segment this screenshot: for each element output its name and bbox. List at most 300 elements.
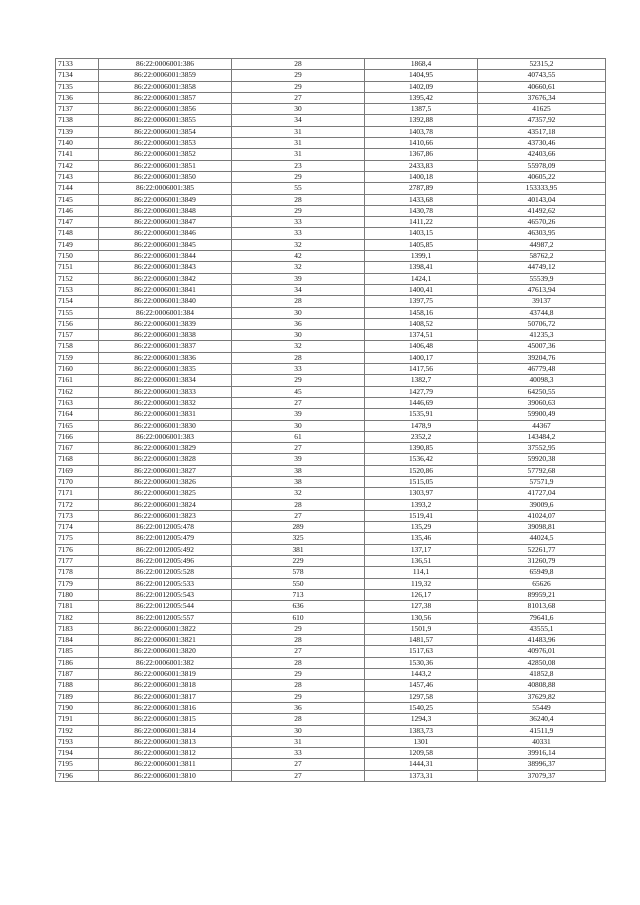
row-number-cell: 7160	[56, 364, 99, 375]
row-number-cell: 7148	[56, 228, 99, 239]
row-number-cell: 7183	[56, 623, 99, 634]
area-cell: 229	[232, 556, 365, 567]
area-cell: 34	[232, 115, 365, 126]
table-row	[56, 115, 606, 126]
area-cell: 42	[232, 251, 365, 262]
table-row	[56, 194, 606, 205]
cadastral-number-cell: 86:22:0006001:3850	[99, 171, 232, 182]
row-number-cell: 7156	[56, 318, 99, 329]
cadastral-value-cell: 46303,95	[478, 228, 606, 239]
unit-price-cell: 1373,31	[365, 770, 478, 781]
cadastral-number-cell: 86:22:0012005:544	[99, 601, 232, 612]
area-cell: 36	[232, 318, 365, 329]
area-cell: 578	[232, 567, 365, 578]
cadastral-number-cell: 86:22:0006001:3827	[99, 465, 232, 476]
cadastral-value-cell: 44987,2	[478, 239, 606, 250]
cadastral-number-cell: 86:22:0006001:3847	[99, 217, 232, 228]
cadastral-value-cell: 37552,95	[478, 443, 606, 454]
cadastral-value-cell: 58762,2	[478, 251, 606, 262]
area-cell: 610	[232, 612, 365, 623]
area-cell: 45	[232, 386, 365, 397]
area-cell: 28	[232, 296, 365, 307]
unit-price-cell: 2352,2	[365, 431, 478, 442]
row-number-cell: 7167	[56, 443, 99, 454]
unit-price-cell: 1540,25	[365, 702, 478, 713]
area-cell: 30	[232, 330, 365, 341]
row-number-cell: 7185	[56, 646, 99, 657]
table-row	[56, 544, 606, 555]
row-number-cell: 7149	[56, 239, 99, 250]
unit-price-cell: 1403,78	[365, 126, 478, 137]
area-cell: 325	[232, 533, 365, 544]
unit-price-cell: 1400,41	[365, 284, 478, 295]
cadastral-number-cell: 86:22:0006001:3854	[99, 126, 232, 137]
cadastral-value-cell: 31260,79	[478, 556, 606, 567]
cadastral-number-cell: 86:22:0006001:384	[99, 307, 232, 318]
cadastral-value-cell: 81013,68	[478, 601, 606, 612]
unit-price-cell: 1383,73	[365, 725, 478, 736]
cadastral-number-cell: 86:22:0006001:3828	[99, 454, 232, 465]
table-row	[56, 431, 606, 442]
row-number-cell: 7133	[56, 59, 99, 70]
table-row	[56, 217, 606, 228]
cadastral-value-cell: 40098,3	[478, 375, 606, 386]
row-number-cell: 7178	[56, 567, 99, 578]
unit-price-cell: 1395,42	[365, 92, 478, 103]
row-number-cell: 7146	[56, 205, 99, 216]
unit-price-cell: 1297,58	[365, 691, 478, 702]
cadastral-number-cell: 86:22:0006001:3856	[99, 104, 232, 115]
cadastral-number-cell: 86:22:0006001:3845	[99, 239, 232, 250]
area-cell: 28	[232, 59, 365, 70]
cadastral-value-cell: 44024,5	[478, 533, 606, 544]
unit-price-cell: 114,1	[365, 567, 478, 578]
unit-price-cell: 1520,86	[365, 465, 478, 476]
unit-price-cell: 1501,9	[365, 623, 478, 634]
row-number-cell: 7147	[56, 217, 99, 228]
area-cell: 27	[232, 397, 365, 408]
unit-price-cell: 1430,78	[365, 205, 478, 216]
unit-price-cell: 1374,51	[365, 330, 478, 341]
unit-price-cell: 1402,09	[365, 81, 478, 92]
cadastral-number-cell: 86:22:0006001:3853	[99, 138, 232, 149]
area-cell: 32	[232, 262, 365, 273]
unit-price-cell: 1209,58	[365, 748, 478, 759]
unit-price-cell: 1446,69	[365, 397, 478, 408]
unit-price-cell: 136,51	[365, 556, 478, 567]
table-row	[56, 318, 606, 329]
cadastral-value-cell: 37629,82	[478, 691, 606, 702]
row-number-cell: 7180	[56, 589, 99, 600]
cadastral-value-cell: 39098,81	[478, 522, 606, 533]
unit-price-cell: 135,29	[365, 522, 478, 533]
row-number-cell: 7192	[56, 725, 99, 736]
row-number-cell: 7163	[56, 397, 99, 408]
unit-price-cell: 1403,15	[365, 228, 478, 239]
cadastral-value-cell: 43555,1	[478, 623, 606, 634]
area-cell: 31	[232, 736, 365, 747]
table-row	[56, 92, 606, 103]
area-cell: 39	[232, 409, 365, 420]
row-number-cell: 7164	[56, 409, 99, 420]
area-cell: 38	[232, 476, 365, 487]
cadastral-number-cell: 86:22:0012005:528	[99, 567, 232, 578]
table-row	[56, 476, 606, 487]
table-row	[56, 657, 606, 668]
area-cell: 28	[232, 194, 365, 205]
unit-price-cell: 1868,4	[365, 59, 478, 70]
cadastral-number-cell: 86:22:0006001:3818	[99, 680, 232, 691]
area-cell: 28	[232, 499, 365, 510]
area-cell: 30	[232, 420, 365, 431]
row-number-cell: 7171	[56, 488, 99, 499]
cadastral-number-cell: 86:22:0006001:383	[99, 431, 232, 442]
unit-price-cell: 119,32	[365, 578, 478, 589]
cadastral-number-cell: 86:22:0006001:385	[99, 183, 232, 194]
area-cell: 550	[232, 578, 365, 589]
table-row	[56, 296, 606, 307]
table-row	[56, 691, 606, 702]
row-number-cell: 7181	[56, 601, 99, 612]
unit-price-cell: 137,17	[365, 544, 478, 555]
unit-price-cell: 1405,85	[365, 239, 478, 250]
row-number-cell: 7168	[56, 454, 99, 465]
area-cell: 32	[232, 341, 365, 352]
cadastral-number-cell: 86:22:0006001:3858	[99, 81, 232, 92]
table-row	[56, 364, 606, 375]
row-number-cell: 7142	[56, 160, 99, 171]
area-cell: 32	[232, 239, 365, 250]
table-row	[56, 623, 606, 634]
cadastral-number-cell: 86:22:0006001:3821	[99, 635, 232, 646]
cadastral-number-cell: 86:22:0006001:3855	[99, 115, 232, 126]
unit-price-cell: 126,17	[365, 589, 478, 600]
area-cell: 39	[232, 273, 365, 284]
cadastral-value-cell: 40808,88	[478, 680, 606, 691]
cadastral-value-cell: 39916,14	[478, 748, 606, 759]
area-cell: 36	[232, 702, 365, 713]
cadastral-value-cell: 41024,07	[478, 510, 606, 521]
cadastral-number-cell: 86:22:0006001:3834	[99, 375, 232, 386]
row-number-cell: 7177	[56, 556, 99, 567]
table-row	[56, 702, 606, 713]
row-number-cell: 7155	[56, 307, 99, 318]
cadastral-number-cell: 86:22:0012005:533	[99, 578, 232, 589]
row-number-cell: 7191	[56, 714, 99, 725]
unit-price-cell: 135,46	[365, 533, 478, 544]
row-number-cell: 7159	[56, 352, 99, 363]
area-cell: 33	[232, 748, 365, 759]
cadastral-value-cell: 40331	[478, 736, 606, 747]
cadastral-value-cell: 40976,01	[478, 646, 606, 657]
unit-price-cell: 1410,66	[365, 138, 478, 149]
table-row	[56, 284, 606, 295]
table-row	[56, 205, 606, 216]
area-cell: 55	[232, 183, 365, 194]
table-row	[56, 341, 606, 352]
unit-price-cell: 1294,3	[365, 714, 478, 725]
cadastral-value-table	[55, 58, 606, 782]
table-row	[56, 669, 606, 680]
unit-price-cell: 1301	[365, 736, 478, 747]
unit-price-cell: 1392,88	[365, 115, 478, 126]
cadastral-value-cell: 47357,92	[478, 115, 606, 126]
unit-price-cell: 1399,1	[365, 251, 478, 262]
unit-price-cell: 1393,2	[365, 499, 478, 510]
table-row	[56, 375, 606, 386]
table-row	[56, 759, 606, 770]
cadastral-number-cell: 86:22:0006001:3842	[99, 273, 232, 284]
row-number-cell: 7134	[56, 70, 99, 81]
cadastral-value-cell: 40605,22	[478, 171, 606, 182]
unit-price-cell: 2787,89	[365, 183, 478, 194]
cadastral-number-cell: 86:22:0006001:3816	[99, 702, 232, 713]
cadastral-number-cell: 86:22:0012005:479	[99, 533, 232, 544]
area-cell: 27	[232, 92, 365, 103]
cadastral-value-cell: 57571,9	[478, 476, 606, 487]
cadastral-value-cell: 55539,9	[478, 273, 606, 284]
area-cell: 289	[232, 522, 365, 533]
cadastral-value-cell: 52315,2	[478, 59, 606, 70]
unit-price-cell: 1406,48	[365, 341, 478, 352]
row-number-cell: 7174	[56, 522, 99, 533]
area-cell: 33	[232, 217, 365, 228]
cadastral-number-cell: 86:22:0006001:3848	[99, 205, 232, 216]
row-number-cell: 7193	[56, 736, 99, 747]
unit-price-cell: 1535,91	[365, 409, 478, 420]
table-row	[56, 59, 606, 70]
area-cell: 29	[232, 205, 365, 216]
cadastral-value-cell: 46570,26	[478, 217, 606, 228]
cadastral-number-cell: 86:22:0006001:3830	[99, 420, 232, 431]
cadastral-number-cell: 86:22:0006001:3829	[99, 443, 232, 454]
cadastral-value-cell: 79641,6	[478, 612, 606, 623]
area-cell: 27	[232, 646, 365, 657]
row-number-cell: 7162	[56, 386, 99, 397]
cadastral-number-cell: 86:22:0006001:3851	[99, 160, 232, 171]
cadastral-value-cell: 40143,04	[478, 194, 606, 205]
area-cell: 33	[232, 228, 365, 239]
table-row	[56, 70, 606, 81]
cadastral-number-cell: 86:22:0006001:3812	[99, 748, 232, 759]
cadastral-number-cell: 86:22:0006001:3825	[99, 488, 232, 499]
cadastral-number-cell: 86:22:0006001:3819	[99, 669, 232, 680]
area-cell: 27	[232, 443, 365, 454]
unit-price-cell: 1390,85	[365, 443, 478, 454]
table-row	[56, 465, 606, 476]
table-row	[56, 386, 606, 397]
document-page	[55, 58, 580, 782]
area-cell: 34	[232, 284, 365, 295]
row-number-cell: 7166	[56, 431, 99, 442]
area-cell: 27	[232, 759, 365, 770]
area-cell: 38	[232, 465, 365, 476]
area-cell: 30	[232, 104, 365, 115]
row-number-cell: 7173	[56, 510, 99, 521]
cadastral-value-cell: 64250,55	[478, 386, 606, 397]
table-row	[56, 601, 606, 612]
area-cell: 29	[232, 70, 365, 81]
row-number-cell: 7138	[56, 115, 99, 126]
cadastral-number-cell: 86:22:0006001:3824	[99, 499, 232, 510]
row-number-cell: 7175	[56, 533, 99, 544]
row-number-cell: 7136	[56, 92, 99, 103]
table-row	[56, 567, 606, 578]
cadastral-value-cell: 41625	[478, 104, 606, 115]
table-row	[56, 578, 606, 589]
cadastral-number-cell: 86:22:0006001:3843	[99, 262, 232, 273]
cadastral-number-cell: 86:22:0006001:3810	[99, 770, 232, 781]
cadastral-value-cell: 52261,77	[478, 544, 606, 555]
table-row	[56, 556, 606, 567]
cadastral-number-cell: 86:22:0006001:3859	[99, 70, 232, 81]
table-row	[56, 239, 606, 250]
cadastral-number-cell: 86:22:0006001:3817	[99, 691, 232, 702]
cadastral-value-cell: 59920,38	[478, 454, 606, 465]
cadastral-number-cell: 86:22:0006001:386	[99, 59, 232, 70]
cadastral-value-cell: 89959,21	[478, 589, 606, 600]
cadastral-value-cell: 44367	[478, 420, 606, 431]
area-cell: 31	[232, 126, 365, 137]
unit-price-cell: 1519,41	[365, 510, 478, 521]
cadastral-number-cell: 86:22:0006001:3822	[99, 623, 232, 634]
cadastral-value-cell: 40743,55	[478, 70, 606, 81]
cadastral-value-cell: 57792,68	[478, 465, 606, 476]
area-cell: 29	[232, 375, 365, 386]
unit-price-cell: 1443,2	[365, 669, 478, 680]
cadastral-value-cell: 153333,95	[478, 183, 606, 194]
row-number-cell: 7137	[56, 104, 99, 115]
cadastral-value-cell: 36240,4	[478, 714, 606, 725]
table-row	[56, 251, 606, 262]
cadastral-value-cell: 39009,6	[478, 499, 606, 510]
unit-price-cell: 1530,36	[365, 657, 478, 668]
unit-price-cell: 1397,75	[365, 296, 478, 307]
row-number-cell: 7182	[56, 612, 99, 623]
table-row	[56, 589, 606, 600]
area-cell: 33	[232, 364, 365, 375]
area-cell: 28	[232, 714, 365, 725]
area-cell: 30	[232, 307, 365, 318]
cadastral-number-cell: 86:22:0012005:557	[99, 612, 232, 623]
unit-price-cell: 1400,17	[365, 352, 478, 363]
area-cell: 28	[232, 635, 365, 646]
table-row	[56, 680, 606, 691]
unit-price-cell: 1398,41	[365, 262, 478, 273]
cadastral-number-cell: 86:22:0006001:3823	[99, 510, 232, 521]
cadastral-value-cell: 42850,08	[478, 657, 606, 668]
row-number-cell: 7144	[56, 183, 99, 194]
table-row	[56, 273, 606, 284]
table-row	[56, 160, 606, 171]
table-row	[56, 612, 606, 623]
cadastral-value-cell: 40660,61	[478, 81, 606, 92]
unit-price-cell: 1411,22	[365, 217, 478, 228]
cadastral-number-cell: 86:22:0012005:496	[99, 556, 232, 567]
cadastral-number-cell: 86:22:0012005:543	[99, 589, 232, 600]
area-cell: 28	[232, 680, 365, 691]
unit-price-cell: 127,38	[365, 601, 478, 612]
cadastral-value-cell: 47613,94	[478, 284, 606, 295]
cadastral-number-cell: 86:22:0006001:3839	[99, 318, 232, 329]
row-number-cell: 7194	[56, 748, 99, 759]
area-cell: 713	[232, 589, 365, 600]
cadastral-number-cell: 86:22:0006001:3813	[99, 736, 232, 747]
cadastral-value-cell: 41235,3	[478, 330, 606, 341]
cadastral-number-cell: 86:22:0006001:3832	[99, 397, 232, 408]
cadastral-value-cell: 37079,37	[478, 770, 606, 781]
cadastral-value-cell: 55978,09	[478, 160, 606, 171]
unit-price-cell: 1367,86	[365, 149, 478, 160]
area-cell: 27	[232, 510, 365, 521]
cadastral-value-cell: 43744,8	[478, 307, 606, 318]
cadastral-value-cell: 42403,66	[478, 149, 606, 160]
cadastral-number-cell: 86:22:0006001:3857	[99, 92, 232, 103]
unit-price-cell: 1427,79	[365, 386, 478, 397]
table-row	[56, 171, 606, 182]
table-row	[56, 138, 606, 149]
table-row	[56, 81, 606, 92]
table-row	[56, 499, 606, 510]
cadastral-number-cell: 86:22:0006001:3815	[99, 714, 232, 725]
cadastral-number-cell: 86:22:0006001:3831	[99, 409, 232, 420]
row-number-cell: 7154	[56, 296, 99, 307]
unit-price-cell: 1382,7	[365, 375, 478, 386]
cadastral-value-cell: 41852,8	[478, 669, 606, 680]
area-cell: 32	[232, 488, 365, 499]
cadastral-value-cell: 59900,49	[478, 409, 606, 420]
row-number-cell: 7151	[56, 262, 99, 273]
table-row	[56, 330, 606, 341]
row-number-cell: 7145	[56, 194, 99, 205]
cadastral-number-cell: 86:22:0006001:3826	[99, 476, 232, 487]
row-number-cell: 7158	[56, 341, 99, 352]
area-cell: 29	[232, 171, 365, 182]
unit-price-cell: 1408,52	[365, 318, 478, 329]
cadastral-number-cell: 86:22:0006001:3820	[99, 646, 232, 657]
row-number-cell: 7186	[56, 657, 99, 668]
unit-price-cell: 1387,5	[365, 104, 478, 115]
table-row	[56, 262, 606, 273]
area-cell: 28	[232, 352, 365, 363]
table-row	[56, 454, 606, 465]
cadastral-number-cell: 86:22:0006001:3811	[99, 759, 232, 770]
table-row	[56, 307, 606, 318]
table-row	[56, 635, 606, 646]
unit-price-cell: 1303,97	[365, 488, 478, 499]
cadastral-value-cell: 41511,9	[478, 725, 606, 736]
table-row	[56, 725, 606, 736]
unit-price-cell: 1400,18	[365, 171, 478, 182]
row-number-cell: 7140	[56, 138, 99, 149]
area-cell: 61	[232, 431, 365, 442]
row-number-cell: 7196	[56, 770, 99, 781]
row-number-cell: 7176	[56, 544, 99, 555]
cadastral-number-cell: 86:22:0006001:3833	[99, 386, 232, 397]
unit-price-cell: 1536,42	[365, 454, 478, 465]
cadastral-value-cell: 45007,36	[478, 341, 606, 352]
row-number-cell: 7139	[56, 126, 99, 137]
row-number-cell: 7165	[56, 420, 99, 431]
row-number-cell: 7170	[56, 476, 99, 487]
row-number-cell: 7143	[56, 171, 99, 182]
area-cell: 29	[232, 81, 365, 92]
cadastral-value-cell: 41727,04	[478, 488, 606, 499]
cadastral-number-cell: 86:22:0006001:3837	[99, 341, 232, 352]
table-row	[56, 748, 606, 759]
table-body	[56, 59, 606, 782]
row-number-cell: 7153	[56, 284, 99, 295]
